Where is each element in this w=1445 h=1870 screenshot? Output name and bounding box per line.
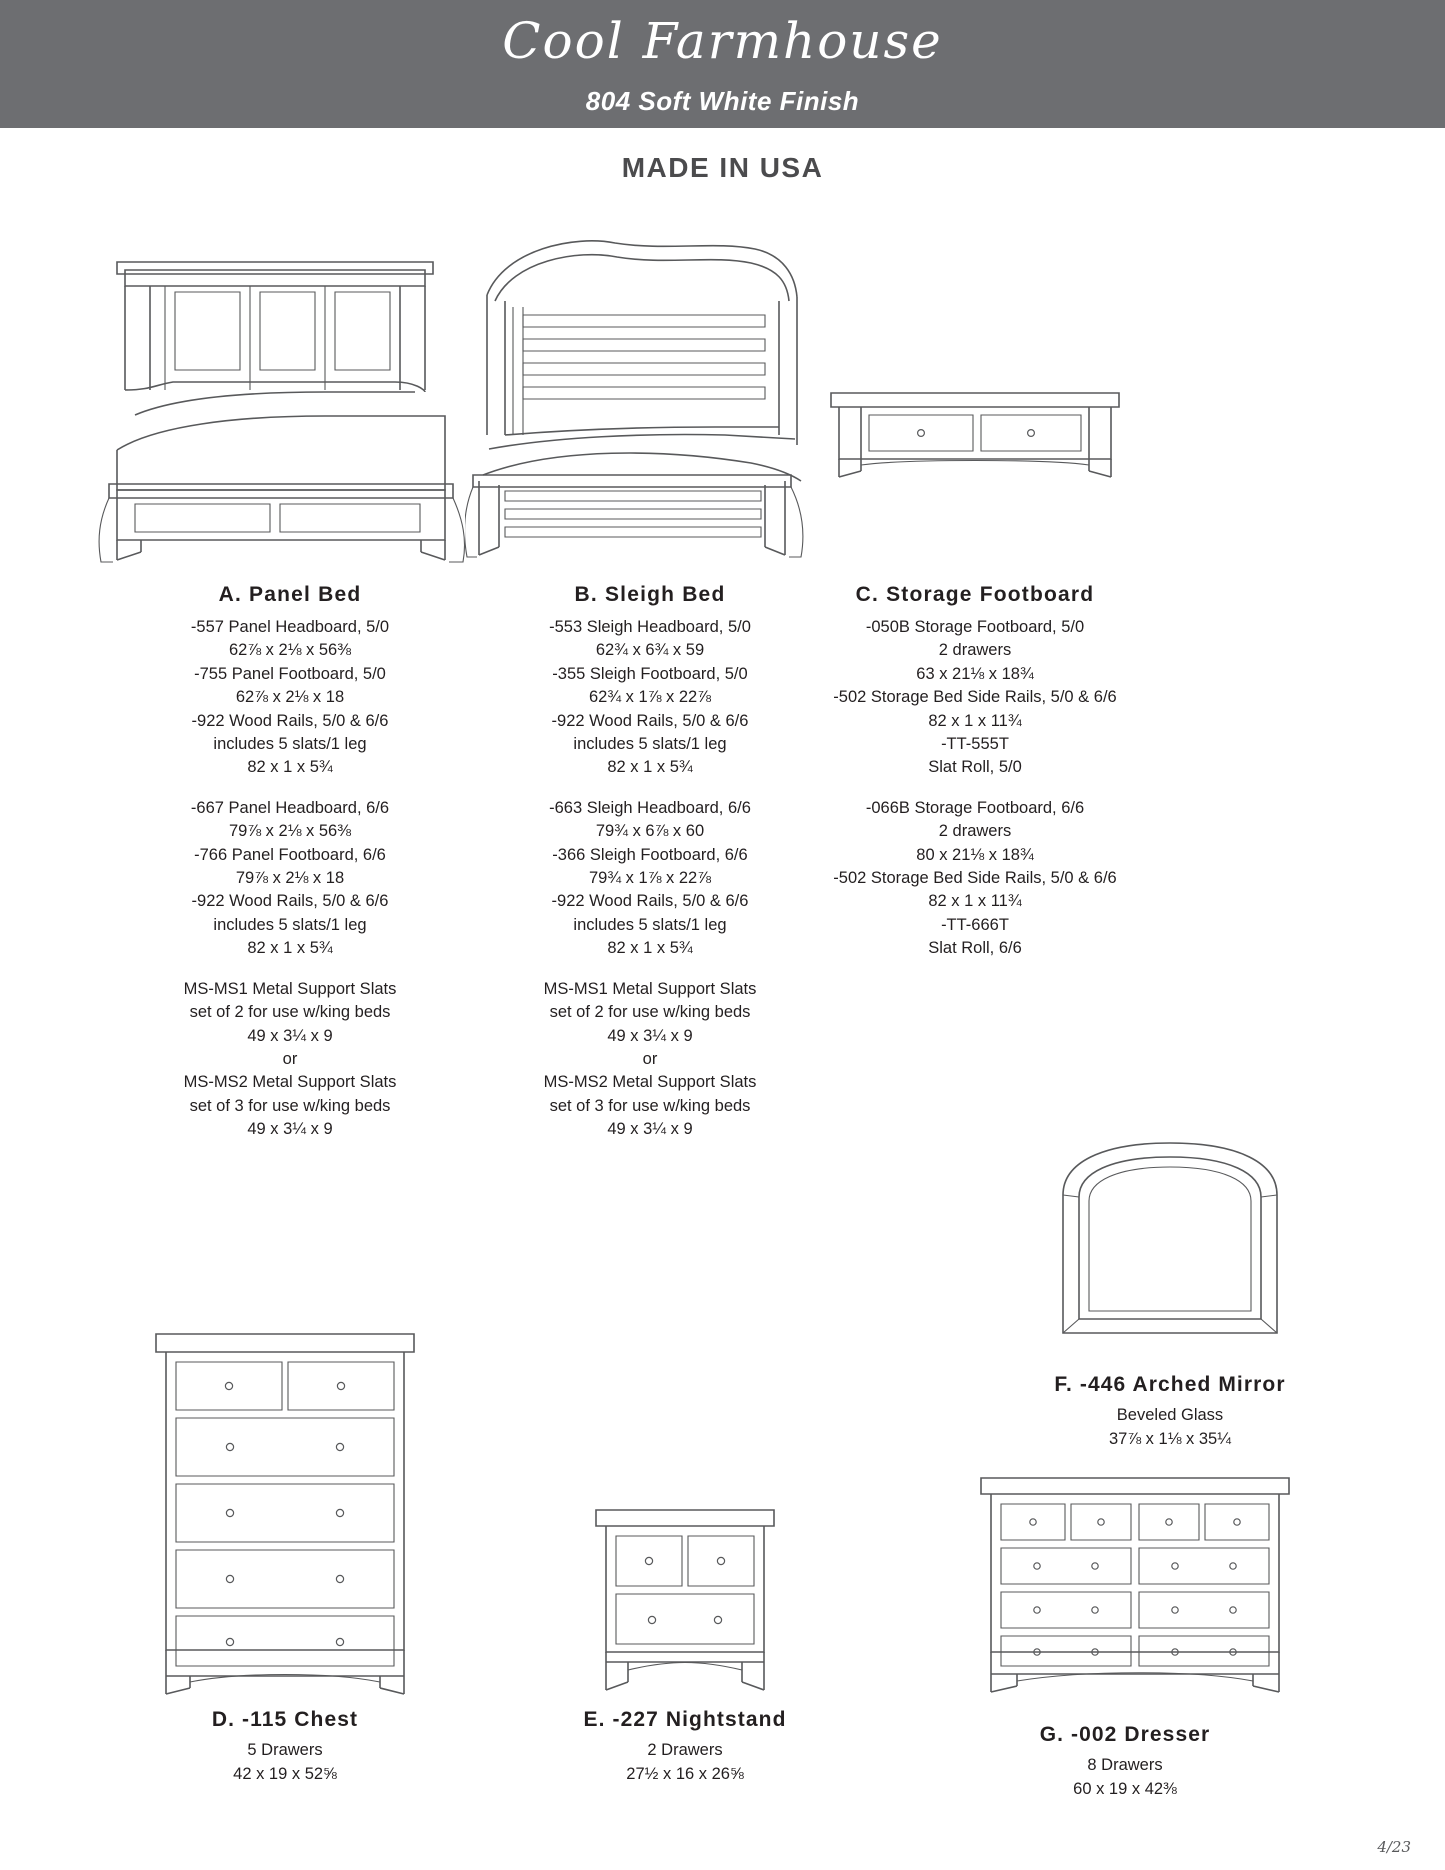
- spec-line: set of 2 for use w/king beds: [189, 1003, 391, 1022]
- spec-line: Slat Roll, 5/0: [928, 758, 1022, 777]
- spec-line: -050B Storage Footboard, 5/0: [865, 617, 1085, 636]
- arched-mirror-title: F. -446 Arched Mirror: [1054, 1373, 1286, 1396]
- arched-mirror-caption: [1010, 1370, 1330, 1452]
- chest-caption: [120, 1705, 450, 1787]
- spec-line: 62⅞ x 2⅛ x 56⅜: [228, 641, 351, 660]
- spec-line: 79¾ x 1⅞ x 22⅞: [588, 869, 711, 888]
- spec-line: -TT-555T: [941, 734, 1009, 753]
- spec-line: -066B Storage Footboard, 6/6: [865, 798, 1085, 817]
- spec-line: includes 5 slats/1 leg: [573, 915, 727, 934]
- nightstand-title: E. -227 Nightstand: [583, 1708, 787, 1731]
- spec-line: -502 Storage Bed Side Rails, 5/0 & 6/6: [833, 869, 1117, 888]
- spec-line: 62¾ x 1⅞ x 22⅞: [588, 688, 711, 707]
- spec-line: set of 3 for use w/king beds: [189, 1096, 391, 1115]
- storage-footboard-title: C. Storage Footboard: [855, 583, 1095, 606]
- spec-line: -922 Wood Rails, 5/0 & 6/6: [191, 892, 389, 911]
- spec-line: 2 drawers: [938, 641, 1012, 660]
- spec-line: MS-MS2 Metal Support Slats: [183, 1073, 397, 1092]
- spec-line: -667 Panel Headboard, 6/6: [190, 798, 390, 817]
- storage-footboard-illustration: [825, 385, 1125, 485]
- caption-line: 42 x 19 x 52⅝: [233, 1765, 337, 1784]
- spec-line: set of 2 for use w/king beds: [549, 1003, 751, 1022]
- spec-line: MS-MS1 Metal Support Slats: [183, 979, 397, 998]
- spec-line: or: [282, 1049, 298, 1068]
- caption-line: 37⅞ x 1⅛ x 35¼: [1108, 1430, 1231, 1449]
- spec-line: 62¾ x 6¾ x 59: [595, 641, 705, 660]
- spec-line: 79⅞ x 2⅛ x 56⅜: [228, 822, 351, 841]
- spec-line: 49 x 3¼ x 9: [247, 1120, 333, 1139]
- spec-line: -766 Panel Footboard, 6/6: [194, 845, 386, 864]
- spec-line: 49 x 3¼ x 9: [607, 1026, 693, 1045]
- spec-line: 2 drawers: [938, 822, 1012, 841]
- dresser-illustration: [975, 1470, 1295, 1700]
- page-header-band: [0, 0, 1445, 128]
- spec-line: includes 5 slats/1 leg: [213, 734, 367, 753]
- caption-line: 60 x 19 x 42⅜: [1073, 1780, 1177, 1799]
- spec-line: -922 Wood Rails, 5/0 & 6/6: [551, 711, 749, 730]
- spec-line: MS-MS1 Metal Support Slats: [543, 979, 757, 998]
- spec-line: MS-MS2 Metal Support Slats: [543, 1073, 757, 1092]
- finish-subtitle: 804 Soft White Finish: [585, 86, 860, 116]
- made-in-usa-heading: MADE IN USA: [621, 152, 824, 183]
- chest-illustration: [150, 1320, 420, 1700]
- spec-line: 63 x 21⅛ x 18¾: [916, 664, 1034, 683]
- brand-title: Cool Farmhouse: [502, 12, 943, 70]
- spec-line: 82 x 1 x 5¾: [607, 939, 693, 958]
- spec-line: -557 Panel Headboard, 5/0: [190, 617, 390, 636]
- spec-line: or: [642, 1049, 658, 1068]
- spec-line: 80 x 21⅛ x 18¾: [916, 845, 1034, 864]
- spec-line: 49 x 3¼ x 9: [607, 1120, 693, 1139]
- spec-line: 82 x 1 x 5¾: [247, 758, 333, 777]
- spec-line: 62⅞ x 2⅛ x 18: [235, 688, 345, 707]
- spec-line: includes 5 slats/1 leg: [213, 915, 367, 934]
- spec-line: 82 x 1 x 11¾: [928, 892, 1022, 911]
- spec-line: -922 Wood Rails, 5/0 & 6/6: [551, 892, 749, 911]
- spec-line: includes 5 slats/1 leg: [573, 734, 727, 753]
- spec-line: -663 Sleigh Headboard, 6/6: [549, 798, 751, 817]
- spec-line: -502 Storage Bed Side Rails, 5/0 & 6/6: [833, 688, 1117, 707]
- spec-line: -755 Panel Footboard, 5/0: [194, 664, 386, 683]
- spec-line: set of 3 for use w/king beds: [549, 1096, 751, 1115]
- dresser-caption: [960, 1720, 1290, 1802]
- caption-line: 8 Drawers: [1087, 1756, 1163, 1775]
- spec-line: 82 x 1 x 11¾: [928, 711, 1022, 730]
- panel-bed-spec: [80, 580, 500, 1142]
- sleigh-bed-title: B. Sleigh Bed: [574, 583, 726, 606]
- spec-line: 82 x 1 x 5¾: [607, 758, 693, 777]
- spec-line: -553 Sleigh Headboard, 5/0: [549, 617, 751, 636]
- panel-bed-title: A. Panel Bed: [218, 583, 362, 606]
- spec-line: 79⅞ x 2⅛ x 18: [235, 869, 345, 888]
- spec-line: -922 Wood Rails, 5/0 & 6/6: [191, 711, 389, 730]
- sleigh-bed-illustration: [465, 235, 825, 575]
- arched-mirror-illustration: [1055, 1135, 1285, 1350]
- spec-line: 49 x 3¼ x 9: [247, 1026, 333, 1045]
- caption-line: 2 Drawers: [647, 1741, 723, 1760]
- chest-title: D. -115 Chest: [211, 1708, 359, 1731]
- storage-footboard-spec: [805, 580, 1145, 961]
- nightstand-caption: [520, 1705, 850, 1787]
- spec-line: 82 x 1 x 5¾: [247, 939, 333, 958]
- dresser-title: G. -002 Dresser: [1039, 1723, 1211, 1746]
- sleigh-bed-spec: [440, 580, 860, 1142]
- panel-bed-illustration: [95, 240, 485, 575]
- spec-line: -366 Sleigh Footboard, 6/6: [552, 845, 748, 864]
- spec-line: Slat Roll, 6/6: [928, 939, 1022, 958]
- spec-line: -TT-666T: [941, 915, 1009, 934]
- caption-line: 5 Drawers: [247, 1741, 323, 1760]
- caption-line: 27½ x 16 x 26⅝: [626, 1765, 744, 1784]
- nightstand-illustration: [590, 1500, 780, 1700]
- spec-line: -355 Sleigh Footboard, 5/0: [552, 664, 748, 683]
- page-number: 4/23: [1377, 1838, 1411, 1856]
- spec-line: 79¾ x 6⅞ x 60: [595, 822, 705, 841]
- caption-line: Beveled Glass: [1116, 1406, 1224, 1425]
